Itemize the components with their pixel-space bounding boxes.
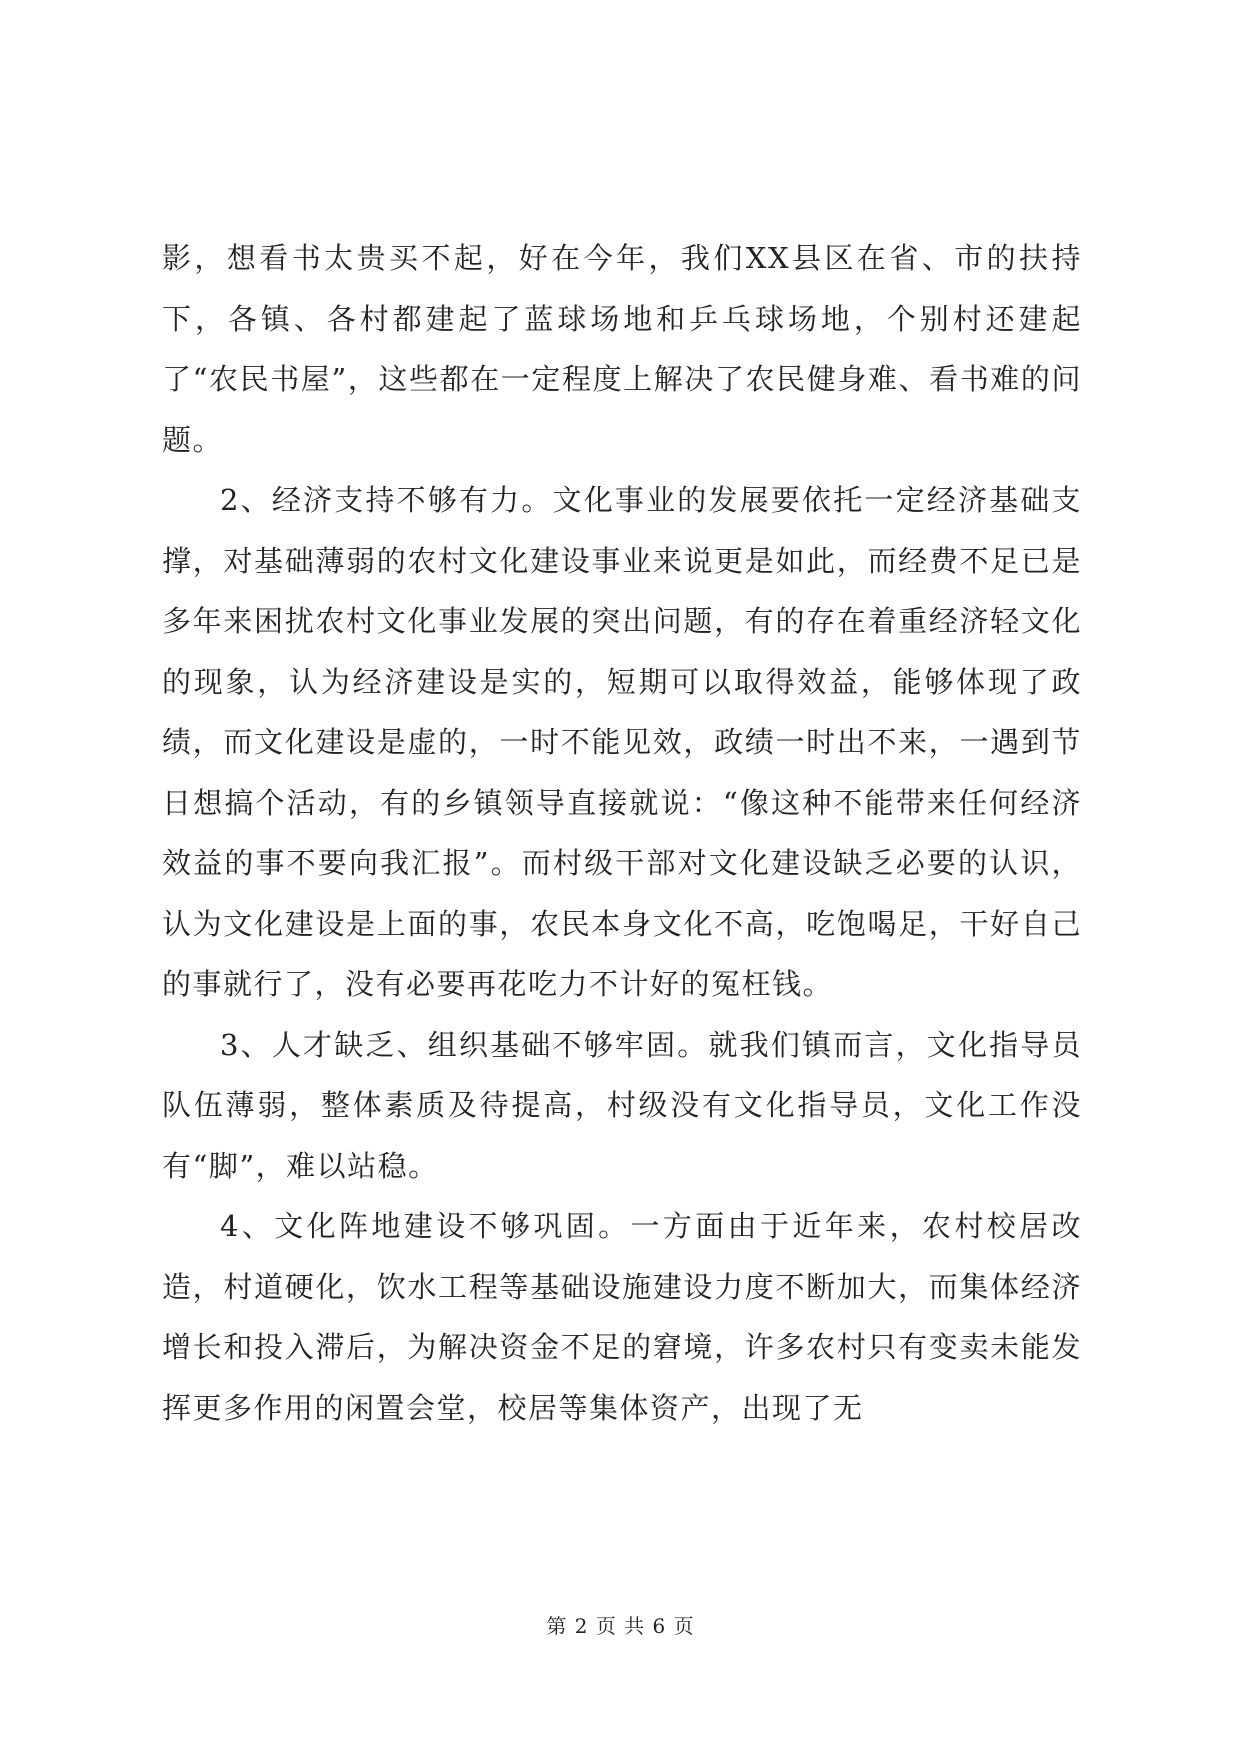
document-body xyxy=(162,228,1082,1438)
paragraph-talent-shortage: 3、人才缺乏、组织基础不够牢固。就我们镇而言，文化指导员队伍薄弱，整体素质及待提高，村级没有文化指导员，文化工作没有“脚”，难以站稳。 xyxy=(162,1027,1082,1183)
paragraph-cultural-venues: 4、文化阵地建设不够巩固。一方面由于近年来，农村校居改造，村道硬化，饮水工程等基础设施建设力度不断加大，而集体经济增长和投入滞后，为解决资金不足的窘境，许多农村只有变卖未能发挥更多作用的闲置会堂，校居等集体资产，出现了无 xyxy=(162,1209,1082,1425)
paragraph-continuation: 影，想看书太贵买不起，好在今年，我们XX县区在省、市的扶持下，各镇、各村都建起了蓝球场地和乒乓球场地，个别村还建起了“农民书屋”，这些都在一定程度上解决了农民健身难、看书难的问题。 xyxy=(162,241,1082,457)
page-number-footer: 第 2 页 共 6 页 xyxy=(546,1614,695,1638)
paragraph-economic-support: 2、经济支持不够有力。文化事业的发展要依托一定经济基础支撑，对基础薄弱的农村文化建设事业来说更是如此，而经费不足已是多年来困扰农村文化事业发展的突出问题，有的存在着重经济轻文化的现象，认为经济建设是实的，短期可以取得效益，能够体现了政绩，而文化建设是虚的，一时不能见效，政绩一时出不来，一遇到节日想搞个活动，有的乡镇领导直接就说：“像这种不能带来任何经济效益的事不要向我汇报”。而村级干部对文化建设缺乏必要的认识，认为文化建设是上面的事，农民本身文化不高，吃饱喝足，干好自己的事就行了，没有必要再花吃力不计好的冤枉钱。 xyxy=(162,483,1082,1001)
